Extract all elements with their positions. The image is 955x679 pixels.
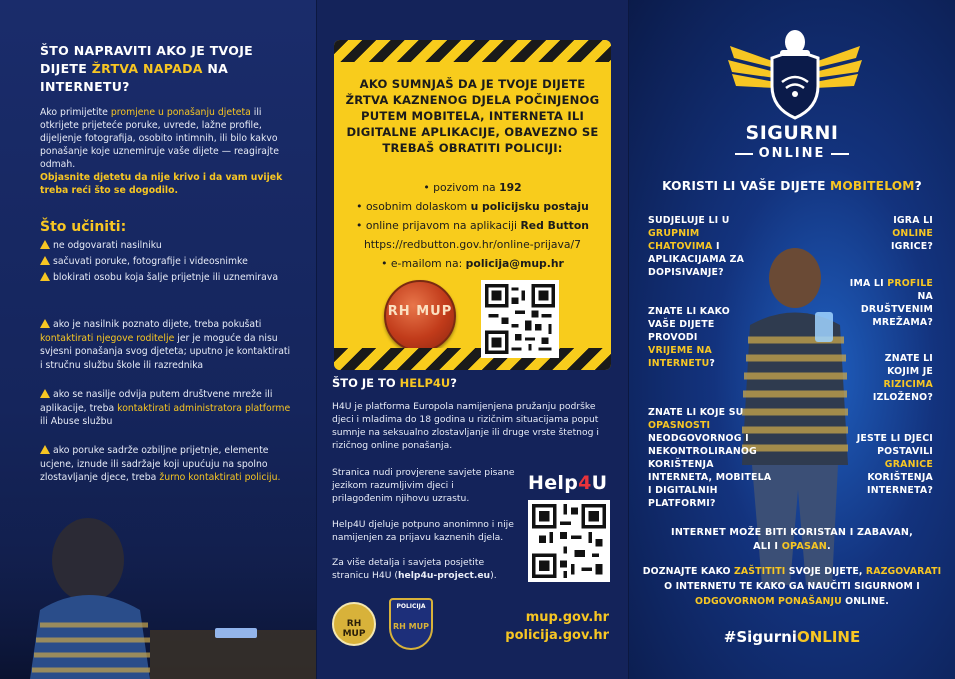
steps-title: Što učiniti:: [40, 219, 127, 235]
warning-icon: [40, 256, 50, 265]
step-text: jer je moguće da nisu svjesni ponašanja svog djeteta; uputno je kontaktirati i stručnu službu škole ili razrednika: [40, 332, 291, 371]
help4u-paragraph: Stranica nudi provjerene savjete pisane jezikom razumljivim djeci i prilagođenim njihovu uzrastu.: [332, 467, 515, 504]
alert-text: • pozivom na: [423, 181, 500, 194]
q-highlight: PROFILE: [887, 278, 933, 289]
step-text: sačuvati poruke, fotografije i videosnimke: [53, 256, 248, 267]
help4u-text: ).: [490, 570, 497, 581]
alert-text: • online prijavom na aplikaciji: [356, 219, 521, 232]
child-on-phone-photo: [0, 500, 316, 679]
warning-icon: [40, 272, 50, 281]
policija-website-link[interactable]: policija.gov.hr: [505, 628, 609, 643]
q-highlight: RIZICIMA: [883, 379, 933, 390]
warning-icon: [40, 445, 50, 454]
step-text: ako je nasilnik poznato dijete, treba pokušati: [53, 319, 262, 330]
alert-title: AKO SUMNJAŠ DA JE TVOJE DIJETE ŽRTVA KAZNENOG DJELA POČINJENOG PUTEM MOBITELA, INTERNETA ILI DIGITALNE APLIKACIJE, OBAVEZNO SE TREBAŠ OBRATITI POLICIJI:: [345, 77, 600, 155]
q-text: SUDJELUJE LI U: [648, 215, 730, 226]
cta-text: DOZNAJTE KAKO: [642, 566, 734, 577]
step-text: blokirati osobu koja šalje prijetnje ili uznemirava: [53, 272, 279, 283]
step-item: [40, 444, 295, 485]
question-group-chats: [648, 214, 763, 279]
step-item: [40, 388, 295, 429]
q-highlight: OPASNOSTI: [648, 420, 711, 431]
help-heading-text: ŠTO JE TO: [332, 376, 400, 390]
q-text: ZNATE LI KOJIM JE: [884, 353, 933, 377]
main-question: [629, 179, 955, 193]
intro-emphasis: Objasnite djetetu da nije krivo i da vam uvijek treba reći što se dogodilo.: [40, 172, 283, 196]
q-text: IGRA LI: [893, 215, 933, 226]
question-time-online: [648, 305, 743, 370]
help-heading-text: ?: [450, 376, 457, 390]
police-email-link[interactable]: policija@mup.hr: [465, 257, 564, 270]
alert-line-phone: [342, 180, 603, 195]
help4u-paragraph: Help4U djeluje potpuno anonimno i nije namijenjen za prijavu kaznenih djela.: [332, 519, 514, 543]
left-heading-part: ŠTO NAPRAVITI AKO JE TVOJE DIJETE: [40, 43, 254, 76]
warning-icon: [40, 240, 50, 249]
step-item: [40, 255, 295, 269]
alert-text: • osobnim dolaskom: [356, 200, 471, 213]
q-text: IMA LI: [849, 278, 888, 289]
step-highlight: kontaktirati administratora platforme: [117, 402, 291, 414]
campaign-hashtag: [629, 628, 955, 646]
hashtag-highlight: ONLINE: [796, 628, 861, 646]
alert-text: • e-mailom na:: [381, 257, 466, 270]
bottom-text: ALI I: [753, 541, 782, 552]
q-text: KORIŠTENJA INTERNETA?: [867, 472, 933, 496]
q-text: IZLOŽENO?: [872, 392, 933, 403]
left-heading-part: NA INTERNETU?: [40, 61, 229, 94]
intro-text: Ako primijetite: [40, 107, 111, 118]
warning-icon: [40, 389, 50, 398]
warning-icon: [40, 319, 50, 328]
brand-title: SIGURNI: [745, 122, 839, 144]
intro-text: ili otkrijete prijeteće poruke, uvrede, lažne profile, dijeljenje fotografija, osobito intimnih, ili bilo kakvo ponašanje koje uznemiruje vaše dijete — reagirajte odmah.: [40, 107, 279, 170]
help4u-logo: [528, 472, 607, 494]
step-item: [40, 239, 295, 253]
bottom-statement: INTERNET MOŽE BITI KORISTAN I ZABAVAN,: [671, 527, 913, 538]
q-text: IGRICE?: [890, 241, 933, 252]
help4u-text: Za više detalja i savjeta posjetite stranicu H4U (: [332, 557, 485, 581]
policija-logo-text: POLICIJA: [396, 603, 426, 610]
left-heading-highlight: ŽRTVA NAPADA: [91, 61, 203, 76]
q-highlight: ONLINE: [892, 228, 933, 239]
mup-logo: [332, 602, 376, 646]
step-highlight: kontaktirati njegove roditelje: [40, 332, 175, 344]
logo-part: Help: [528, 472, 579, 494]
step-text: ne odgovarati nasilniku: [53, 240, 162, 251]
help4u-paragraph: [332, 556, 517, 582]
question-dangers: [648, 406, 773, 510]
hashtag-text: #Sigurni: [723, 628, 797, 646]
q-text: ZNATE LI KOJE SU: [648, 407, 744, 418]
q-text: ZNATE LI KAKO VAŠE DIJETE PROVODI: [648, 306, 730, 343]
question-highlight: MOBITELOM: [830, 179, 915, 193]
step-item: [40, 318, 295, 372]
red-button-url[interactable]: https://redbutton.gov.hr/online-prijava/7: [363, 238, 582, 251]
step-highlight: žurno kontaktirati policiju.: [159, 472, 281, 483]
cta-text: O INTERNETU TE KAKO GA NAUČITI SIGURNOM I: [664, 581, 920, 592]
question-social-profiles: [843, 277, 933, 329]
q-text: I APLIKACIJAMA ZA DOPISIVANJE?: [648, 241, 745, 278]
alert-bold: u policijsku postaju: [470, 200, 589, 213]
left-intro: [40, 106, 295, 197]
q-highlight: VRIJEME NA INTERNETU: [648, 345, 712, 369]
alert-line-email: [342, 256, 603, 271]
alert-bold: Red Button: [520, 219, 589, 232]
shield-emblem-icon: [720, 28, 870, 120]
badge-text: RH MUP: [387, 304, 453, 319]
logo-part: U: [591, 472, 608, 494]
question-text: KORISTI LI VAŠE DIJETE: [662, 179, 831, 193]
cta-text: SVOJE DIJETE,: [785, 566, 866, 577]
red-button-badge: [384, 280, 456, 352]
red-button-qr-code[interactable]: [481, 280, 559, 358]
step-text: ako poruke sadrže ozbiljne prijetnje, elemente ucjene, iznude ili sadržaje koji upućuju na spolno zlostavljanje djece, treba: [40, 445, 269, 483]
help4u-link[interactable]: help4u-project.eu: [397, 570, 491, 581]
policija-logo: [389, 598, 433, 650]
alert-line-visit: [342, 199, 603, 214]
step-text: ako se nasilje odvija putem društvene mreže ili aplikacije, treba: [40, 389, 273, 414]
alert-bold: 192: [499, 181, 522, 194]
intro-highlight: promjene u ponašanju djeteta: [110, 107, 251, 118]
q-text: NEODGOVORNOG I NEKONTROLIRANOG KORIŠTENJA INTERNETA, MOBITELA I DIGITALNIH PLATFORMI?: [648, 433, 772, 509]
logo-part: 4: [578, 472, 592, 494]
bottom-highlight: OPASAN: [781, 541, 827, 552]
q-highlight: GRANICE: [884, 459, 933, 470]
q-text: JESTE LI DJECI POSTAVILI: [856, 433, 933, 457]
hazard-stripe-top: [334, 40, 611, 62]
help4u-heading: [332, 376, 457, 390]
help4u-paragraph: H4U je platforma Europola namijenjena pružanju podrške djeci i mladima do 18 godina u rizičnim situacijama poput sumnje na seksualno zlostavljanje ili druge vrste štetnog i rizičnog online ponašanja.: [332, 401, 599, 451]
police-alert-box: [334, 40, 611, 370]
bottom-call-to-action: [640, 564, 944, 609]
mup-website-link[interactable]: mup.gov.hr: [525, 610, 609, 625]
policija-logo-mup: RH MUP: [393, 622, 429, 631]
cta-highlight: RAZGOVARATI: [865, 566, 942, 577]
hazard-stripe-bottom: [334, 348, 611, 370]
q-text: NA DRUŠTVENIM MREŽAMA?: [860, 291, 933, 328]
step-text: ili Abuse službu: [40, 416, 113, 427]
mup-logo-text: RH MUP: [342, 619, 366, 639]
brand-subtitle: ONLINE: [629, 146, 955, 161]
alert-line-app: [342, 218, 603, 233]
cta-highlight: ODGOVORNOM PONAŠANJU: [695, 596, 842, 607]
help-heading-highlight: HELP4U: [399, 376, 451, 390]
question-limits: [835, 432, 933, 497]
question-risks: [871, 352, 933, 404]
question-online-games: [873, 214, 933, 253]
bottom-statement: [629, 541, 955, 552]
cta-highlight: ZAŠTITITI: [734, 566, 786, 577]
cta-text: ONLINE.: [841, 596, 889, 607]
q-highlight: GRUPNIM CHATOVIMA: [648, 228, 713, 252]
question-text: ?: [914, 179, 922, 193]
left-heading: [40, 42, 290, 96]
step-item: [40, 271, 295, 285]
q-text: ?: [709, 358, 716, 369]
help4u-qr-code[interactable]: [528, 500, 610, 582]
bottom-text: .: [827, 541, 831, 552]
